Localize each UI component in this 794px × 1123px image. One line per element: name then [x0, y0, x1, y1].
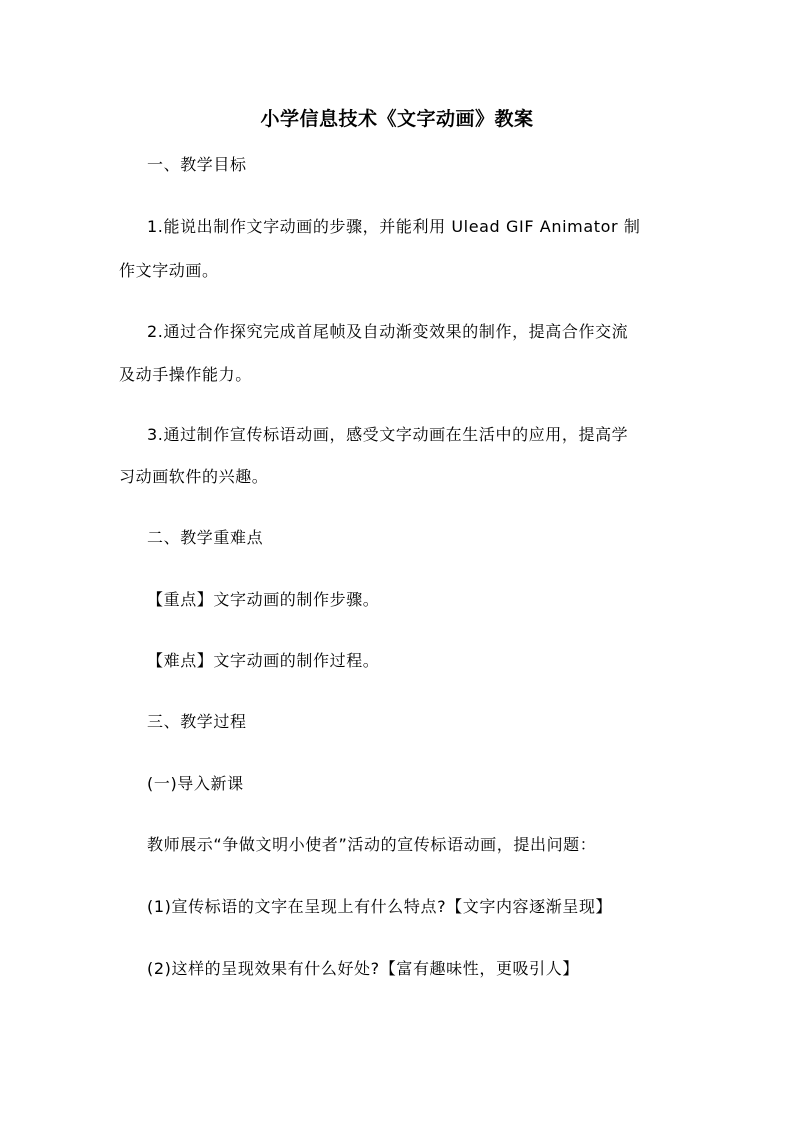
document-title: 小学信息技术《文字动画》教案 [260, 108, 534, 130]
objective-3-line-1: 3.通过制作宣传标语动画，感受文字动画在生活中的应用，提高学 [147, 425, 629, 444]
objective-3-line-2: 习动画软件的兴趣。 [119, 467, 269, 486]
objective-1-line-2: 作文字动画。 [119, 261, 219, 280]
objective-1-line-1: 1.能说出制作文字动画的步骤，并能利用 Ulead GIF Animator 制 [147, 217, 641, 236]
subsection-heading-intro: (一)导入新课 [147, 774, 244, 793]
intro-paragraph: 教师展示“争做文明小使者”活动的宣传标语动画，提出问题： [147, 835, 597, 854]
key-point: 【重点】文字动画的制作步骤。 [147, 590, 380, 609]
section-heading-objectives: 一、教学目标 [147, 155, 247, 174]
objective-2-line-2: 及动手操作能力。 [119, 365, 252, 384]
question-2: (2)这样的呈现效果有什么好处?【富有趣味性，更吸引人】 [147, 959, 579, 978]
difficult-point: 【难点】文字动画的制作过程。 [147, 651, 380, 670]
question-1: (1)宣传标语的文字在呈现上有什么特点?【文字内容逐渐呈现】 [147, 897, 613, 916]
section-heading-key-points: 二、教学重难点 [147, 528, 264, 547]
section-heading-process: 三、教学过程 [147, 712, 247, 731]
objective-2-line-1: 2.通过合作探究完成首尾帧及自动渐变效果的制作，提高合作交流 [147, 322, 629, 341]
